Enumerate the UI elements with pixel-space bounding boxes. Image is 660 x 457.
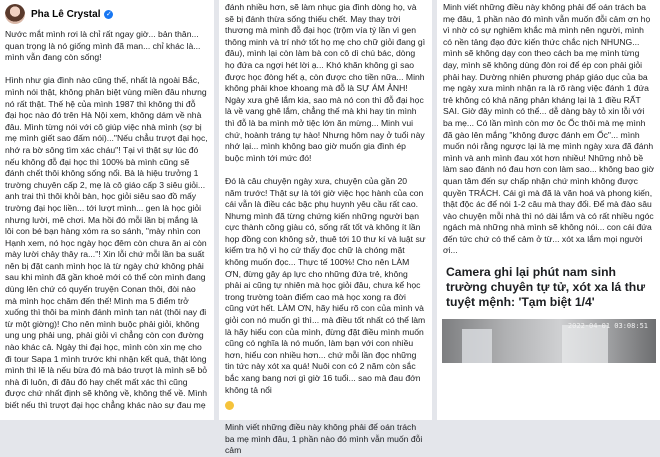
- author-avatar[interactable]: [5, 4, 25, 24]
- news-link-card[interactable]: [442, 265, 656, 363]
- post-column-middle: [219, 0, 432, 456]
- post-column-left: [0, 0, 214, 420]
- post-header: [5, 3, 208, 25]
- author-name[interactable]: Pha Lê Crystal: [31, 8, 101, 20]
- post-text-right: Minh viết những điều này không phải để oán trách ba mẹ đâu, 1 phần nào đó mình vẫn muốn đỗi cảm ơn họ vì nhờ có sự nghiêm khắc mà mình nên người, mình có nền tảng đạo đức kiến thức chắc nịch NHUNG... mình sẽ không dạy con theo cách ba mẹ mình từng dạy, mình sẽ không dùng đòn roi để ép con phải giỏi phải hay. Dường nhiên phương pháp giáo dục của ba mẹ ngày xưa mình nhận ra là rõ ràng việc đánh 1 đứa trẻ không có khả năng phản kháng lại là 1 điều RẤT SAI. Giờ đây mình có thể... dễ dàng bày tỏ xin lỗi với ba mẹ... Có lần mình còn mơ ôc Ốc thôi mà mẹ mình đã gào lên mắng "không được đánh em Ốc"... mình muốn nói rằng ngược lại là mẹ mình ngày xưa đã đánh mình và anh mình đau xót hơn nhiều! Những nhỏ bề làm sao đánh nó đau hơn con làm sao... không bao giờ quan tâm đến sự chấp nhận chứ mình không được quyền TRÁCH. Cái gì mà đã là văn hoá và phong kiến, thật độc ác để nói 1-2 câu mà thay đổi. Để mà đào sâu vào chuyện mỗi nhà thì nó dài lắm và có rất nhiều ngóc ngách mà những nhà mình sẽ không nói... con cái đứa đến tức chứ có thể cảm ở từ... xót xa lắm mọi người ơi...: [443, 2, 654, 256]
- post-text-middle-footer: Minh viết những điều này không phải để oán trách ba mẹ mình đâu, 1 phần nào đó mình vẫn muốn đỗi cảm: [225, 422, 423, 456]
- post-text-left: Nước mắt mình rơi là chỉ rất ngay giờ... bản thân... quan trọng là nó giống mình đã man... chỉ khác là... mình vẫn đang còn sống! Hình như gia đình nào cũng thế, nhất là ngoài Bắc, mình nói thật, không phân biệt vùng miền đâu nhưng nó rất thật. Thế hệ của mình 1987 thì không thi đỗ đại học nào đó trên Hà Nội xem, không dám về nhà đâu. Mình từng nói với cô giúp việc nhà mình (sợ bị mẹ mình giết sao đấm nói)..."Nếu chẳu trượt đại học, nhớ ra bờ sông tìm xác cháu"! Tại vì thật sự lúc đó nếu không đỗ đại học thì 100% bà mình cũng sẽ đánh chết thôi không sống nổi. Bà là hiệu trưởng 1 trường chuyên cấp 2, mẹ là cô giáo cấp 3 siêu giỏi... anh trai thì thôi khỏi bàn, học giỏi siêu sao đồ mấy trường đại học liền... tới lượt mình... gen là học giỏi nhưng lười, mê chơi. Ma hồi đó mỗi lần bị mắng là lôi con bé bạn hàng xóm ra so sánh, "mày nhìn con Hạnh xem, nó học ngày học đêm còn chưa ăn ai còn mày lười chảy thây ra..."! Xin lỗi chứ mỗi lần ba suất nên bị đặt canh mình học là từ ngày chứ không phải sau khi mình đã gần khoẻ mới có thể còn mình đang dùng lên chứ có quyển truyện Conan thôi, đòi nào mà mình học chăm đến thế! Mình ma 5 điểm trở xuống thì thôi ba mình đánh mình tan nát (thôi nay đi từ một giờng)! Cho nên mình buộc phải giỏi, không ung ung phải ung, phải giỏi vì chẳng còn con đường nào khác cả. Ngày thi đại học, mình còn xin mẹ cho đi tour Sapa 1 mình trước khi nhận kết quả, thật lòng mình thì lẽ là nếu bừa đó mà báo trượt là mình sẽ bỏ nhà đi luôn, đi đâu đó hay chết mất xác thì cũng được chứ nhất định sẽ không về, không thể về. Mình biết nếu thì trượt đại học chẳng khác nào sự đau mẹ: [5, 29, 208, 410]
- verified-badge-icon: ✓: [106, 10, 112, 18]
- post-text-middle: đánh nhiều hơn, sẽ làm nhục gia đình dòng họ, và sẽ bị đánh thừa sống thiếu chết. May thay trời thương mà mình đỗ đại học (trộm vía tý lần vì gen thông minh và trí nhớ tốt họ mẹ cho chữ giỏi đang gì đâu), mình lại còn làm bà con cô dì chú bác, dòng họ đứa ca ngợi hét lời ạ... Khó khăn không gì sao được học đòng hết ạ, còn được cho tiền nữa... Minh không phải khoe khoang mà đỗ là SỰ ÁM ẢNH! Ngày xưa ghê lắm kia, sao mà nó con thì đỗ đại học là về vang ghê lắm, chẳng thế mà khi hay tin mình thì đỗ là ba mình mở tiệc lớn ăn mừng... Minh vui chứ, hoành tráng tự hào! Nhưng hôm nay ở tuổi này nhớ lại... mình không bao giờ muốn gia đình ép buộc mình tới mức đó! Đó là câu chuyện ngày xưa, chuyện của gần 20 năm trước! Thật sự là tới giờ việc học hành của con cái vẫn là điều các bậc phụ huynh yêu cầu rất cao. Nhưng mình đã từng chứng kiến những người bạn cực thành công giàu có, sống rất tốt và không ít lần họp đồng con không sở, thuê tới 10 thư kí và luật sư kiểm tra hộ vì họ cứ thấy đọc chữ là chóng mặt không muốn đọc... Thực tế 100%! Cho nên LÀM ƠN, đừng gây áp lực cho những đứa trẻ, không phải ai cũng tự nhiên mà học giỏi đâu, chưa kể học trong trường toàn điểm cao mà học xong ra đời cũng vứt hết. LÀM ƠN, hãy hiểu rõ con của mình và giỏi con nó muốn gì thì... mà điều tốt nhất có thể làm là hãy hiểu con của mình, đừng đặt điều mình muốn cũng có nghĩa là nó muốn, làm bạn với con nhiều hơn, hiểu con nhiều hơn... chứ mỗi lần đọc những tin tức này xót xa quá! Nuôi con có 2 năm còn sắc bắc xang bang nơi gì giờ 16 tuổi... sao mà đau đớn không tả nổi: [225, 2, 426, 395]
- camera-timestamp: 2022-04-01 03:08:51: [567, 321, 648, 330]
- post-column-right: [437, 0, 660, 420]
- image-window-shape: [462, 329, 492, 363]
- sad-emoji-icon: [225, 401, 234, 410]
- news-thumbnail[interactable]: [442, 319, 656, 363]
- image-window-shape: [562, 325, 608, 363]
- news-headline[interactable]: Camera ghi lại phút nam sinh trường chuyên tự tử, xót xa lá thư tuyệt mệnh: 'Tạm biệt 1/4': [446, 265, 646, 310]
